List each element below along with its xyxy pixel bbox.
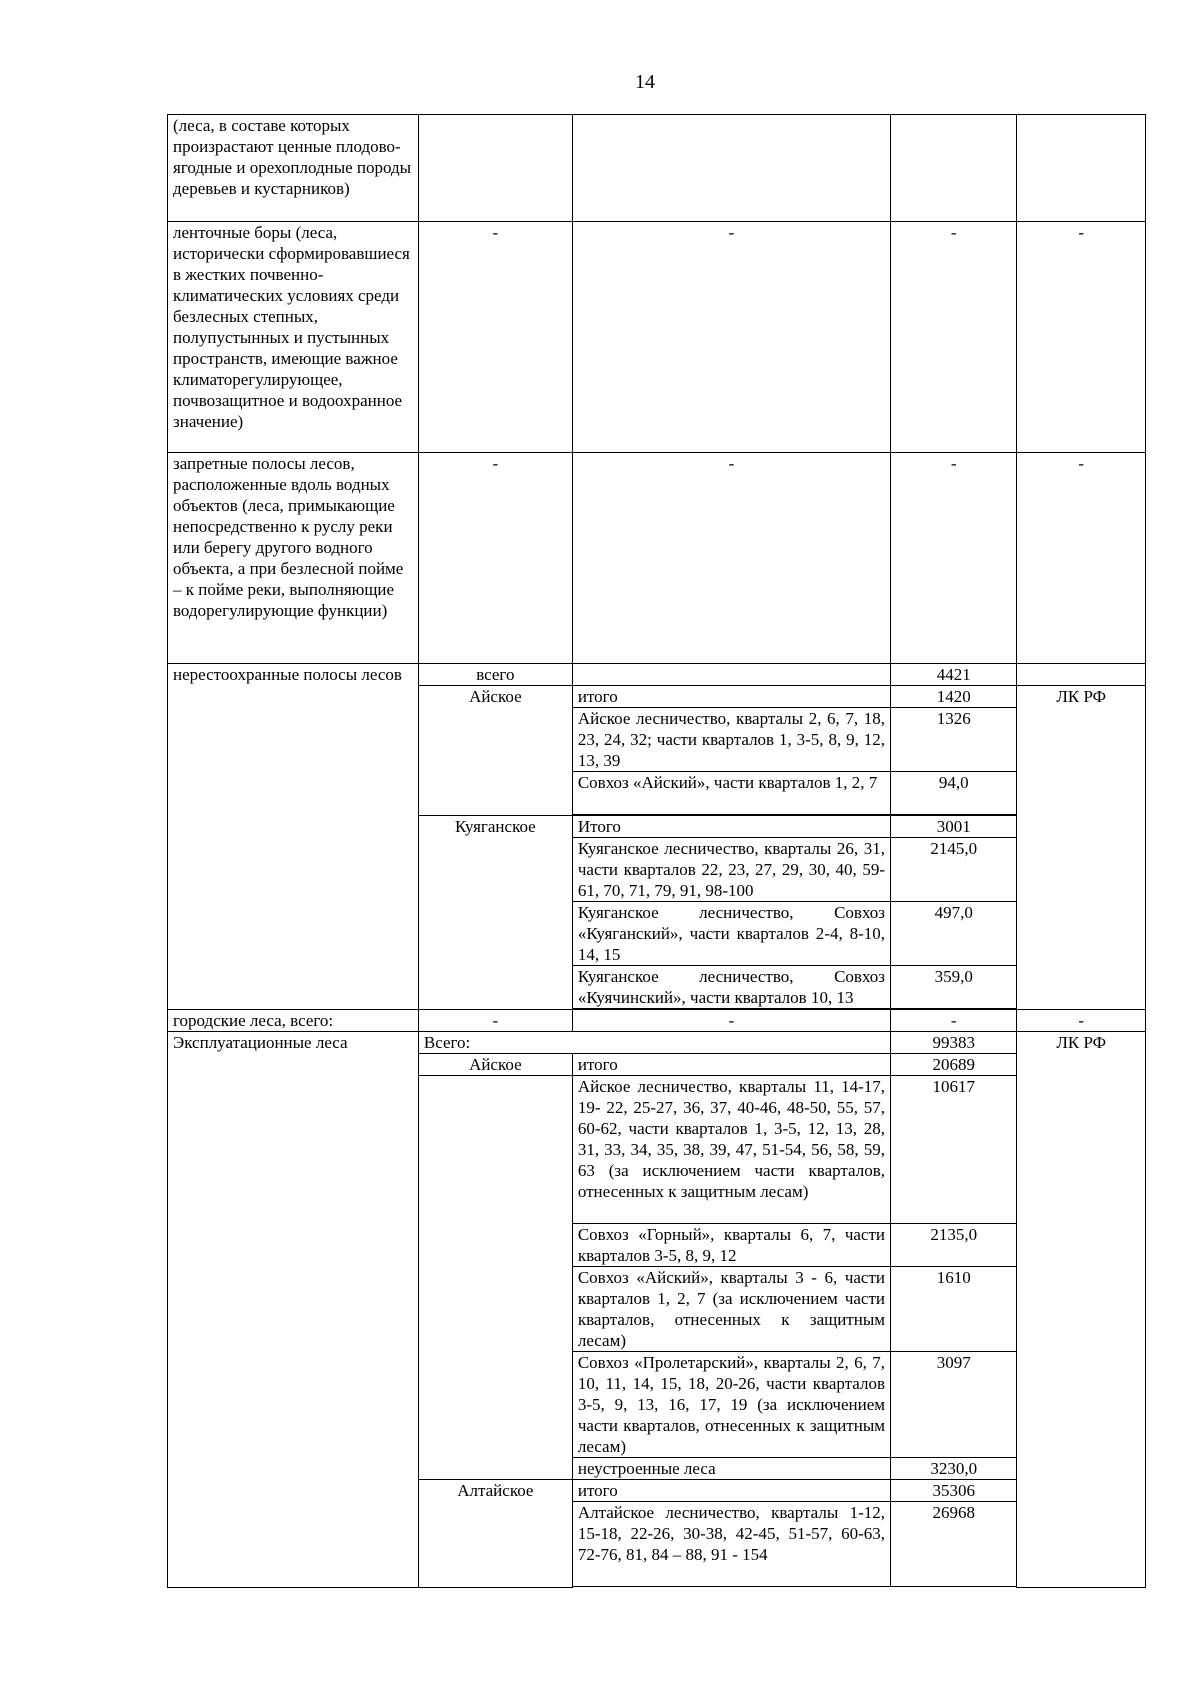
area-cell: - — [891, 1010, 1017, 1032]
forest-category-cell: нерестоохранные полосы лесов — [168, 664, 419, 1010]
table-row — [168, 1010, 1146, 1032]
area-cell: 10617 — [891, 1076, 1017, 1224]
area-cell: 359,0 — [891, 966, 1017, 1009]
legal-basis-cell: ЛК РФ — [1017, 686, 1146, 1010]
area-cell: 94,0 — [891, 772, 1017, 815]
district-cell: всего — [418, 664, 572, 686]
area-cell: 2145,0 — [891, 838, 1017, 902]
legal-basis-cell: - — [1017, 1010, 1146, 1032]
location-cell: итого — [572, 686, 890, 708]
area-cell: 4421 — [891, 664, 1017, 686]
location-cell: неустроенные леса — [572, 1458, 890, 1480]
page-number: 14 — [635, 71, 655, 93]
location-cell: Совхоз «Айский», части кварталов 1, 2, 7 — [572, 772, 890, 815]
area-cell: - — [891, 222, 1017, 453]
district-cell: - — [418, 1010, 572, 1032]
location-cell: итого — [572, 1054, 890, 1076]
location-cell: Совхоз «Айский», кварталы 3 - 6, части кварталов 1, 2, 7 (за исключением части кварталов, отнесенных к защитным лесам) — [572, 1267, 890, 1352]
district-cell: Куяганское — [418, 816, 572, 1010]
area-cell: 3097 — [891, 1352, 1017, 1458]
forest-category-cell: ленточные боры (леса, исторически сформировавшиеся в жестких почвенно-климатических условиях среди безлесных степных, полупустынных и пустынных пространств, имеющие важное климаторегулирующее, почвозащитное и водоохранное значение) — [168, 222, 419, 453]
forest-category-cell: (леса, в составе которых произрастают ценные плодово-ягодные и орехоплодные породы деревьев и кустарников) — [168, 115, 419, 222]
table-row — [168, 222, 1146, 453]
legal-basis-cell — [1017, 115, 1146, 222]
location-cell: Куяганское лесничество, кварталы 26, 31, части кварталов 22, 23, 27, 29, 30, 40, 59-61, 70, 71, 79, 91, 98-100 — [572, 838, 890, 902]
area-cell: 3001 — [891, 816, 1017, 838]
area-cell: 35306 — [891, 1480, 1017, 1502]
area-cell: 1610 — [891, 1267, 1017, 1352]
forest-table — [167, 114, 1146, 1588]
legal-basis-cell: - — [1017, 453, 1146, 664]
area-cell: 26968 — [891, 1502, 1017, 1587]
area-cell: 99383 — [891, 1032, 1017, 1054]
location-cell: итого — [572, 1480, 890, 1502]
area-cell: - — [891, 453, 1017, 664]
forest-category-cell: Эксплуатационные леса — [168, 1032, 419, 1588]
location-cell — [572, 115, 890, 222]
location-cell: Куяганское лесничество, Совхоз «Куячинский», части кварталов 10, 13 — [572, 966, 890, 1009]
district-cell: Айское — [418, 686, 572, 816]
area-cell: 1420 — [891, 686, 1017, 708]
location-cell: Совхоз «Горный», кварталы 6, 7, части кварталов 3-5, 8, 9, 12 — [572, 1224, 890, 1267]
district-cell — [418, 115, 572, 222]
area-cell — [891, 115, 1017, 222]
total-label-cell: Всего: — [418, 1032, 890, 1054]
area-cell: 1326 — [891, 708, 1017, 772]
table-row — [168, 115, 1146, 222]
forest-category-cell: городские леса, всего: — [168, 1010, 419, 1032]
area-cell: 20689 — [891, 1054, 1017, 1076]
location-cell: - — [572, 222, 890, 453]
legal-basis-cell — [1017, 664, 1146, 686]
table-row — [168, 1032, 1146, 1054]
legal-basis-cell: ЛК РФ — [1017, 1032, 1146, 1588]
forest-category-cell: запретные полосы лесов, расположенные вдоль водных объектов (леса, примыкающие непосредственно к руслу реки или берегу другого водного объекта, а при безлесной пойме – к пойме реки, выполняющие водорегулирующие функции) — [168, 453, 419, 664]
district-cell — [418, 1076, 572, 1480]
district-cell: - — [418, 222, 572, 453]
table-row — [168, 664, 1146, 686]
area-cell: 2135,0 — [891, 1224, 1017, 1267]
district-cell: Айское — [418, 1054, 572, 1076]
location-cell: Алтайское лесничество, кварталы 1-12, 15-18, 22-26, 30-38, 42-45, 51-57, 60-63, 72-76, 81, 84 – 88, 91 - 154 — [572, 1502, 890, 1587]
location-cell — [572, 664, 890, 686]
location-cell: Совхоз «Пролетарский», кварталы 2, 6, 7, 10, 11, 14, 15, 18, 20-26, части кварталов 3-5, 9, 13, 16, 17, 19 (за исключением части кварталов, отнесенных к защитным лесам) — [572, 1352, 890, 1458]
location-cell: Итого — [572, 816, 890, 838]
location-cell: Куяганское лесничество, Совхоз «Куяганский», части кварталов 2-4, 8-10, 14, 15 — [572, 902, 890, 966]
area-cell: 497,0 — [891, 902, 1017, 966]
district-cell: Алтайское — [418, 1480, 572, 1588]
location-cell: - — [572, 453, 890, 664]
table-row — [168, 453, 1146, 664]
location-cell: Айское лесничество, кварталы 11, 14-17, 19- 22, 25-27, 36, 37, 40-46, 48-50, 55, 57, 60-62, части кварталов 1, 3-5, 12, 13, 28, 31, 33, 34, 35, 38, 39, 47, 51-54, 56, 58, 59, 63 (за исключением части кварталов, отнесенных к защитным лесам) — [572, 1076, 890, 1224]
district-cell: - — [418, 453, 572, 664]
location-cell: - — [572, 1010, 890, 1032]
area-cell: 3230,0 — [891, 1458, 1017, 1480]
legal-basis-cell: - — [1017, 222, 1146, 453]
location-cell: Айское лесничество, кварталы 2, 6, 7, 18, 23, 24, 32; части кварталов 1, 3-5, 8, 9, 12, 13, 39 — [572, 708, 890, 772]
